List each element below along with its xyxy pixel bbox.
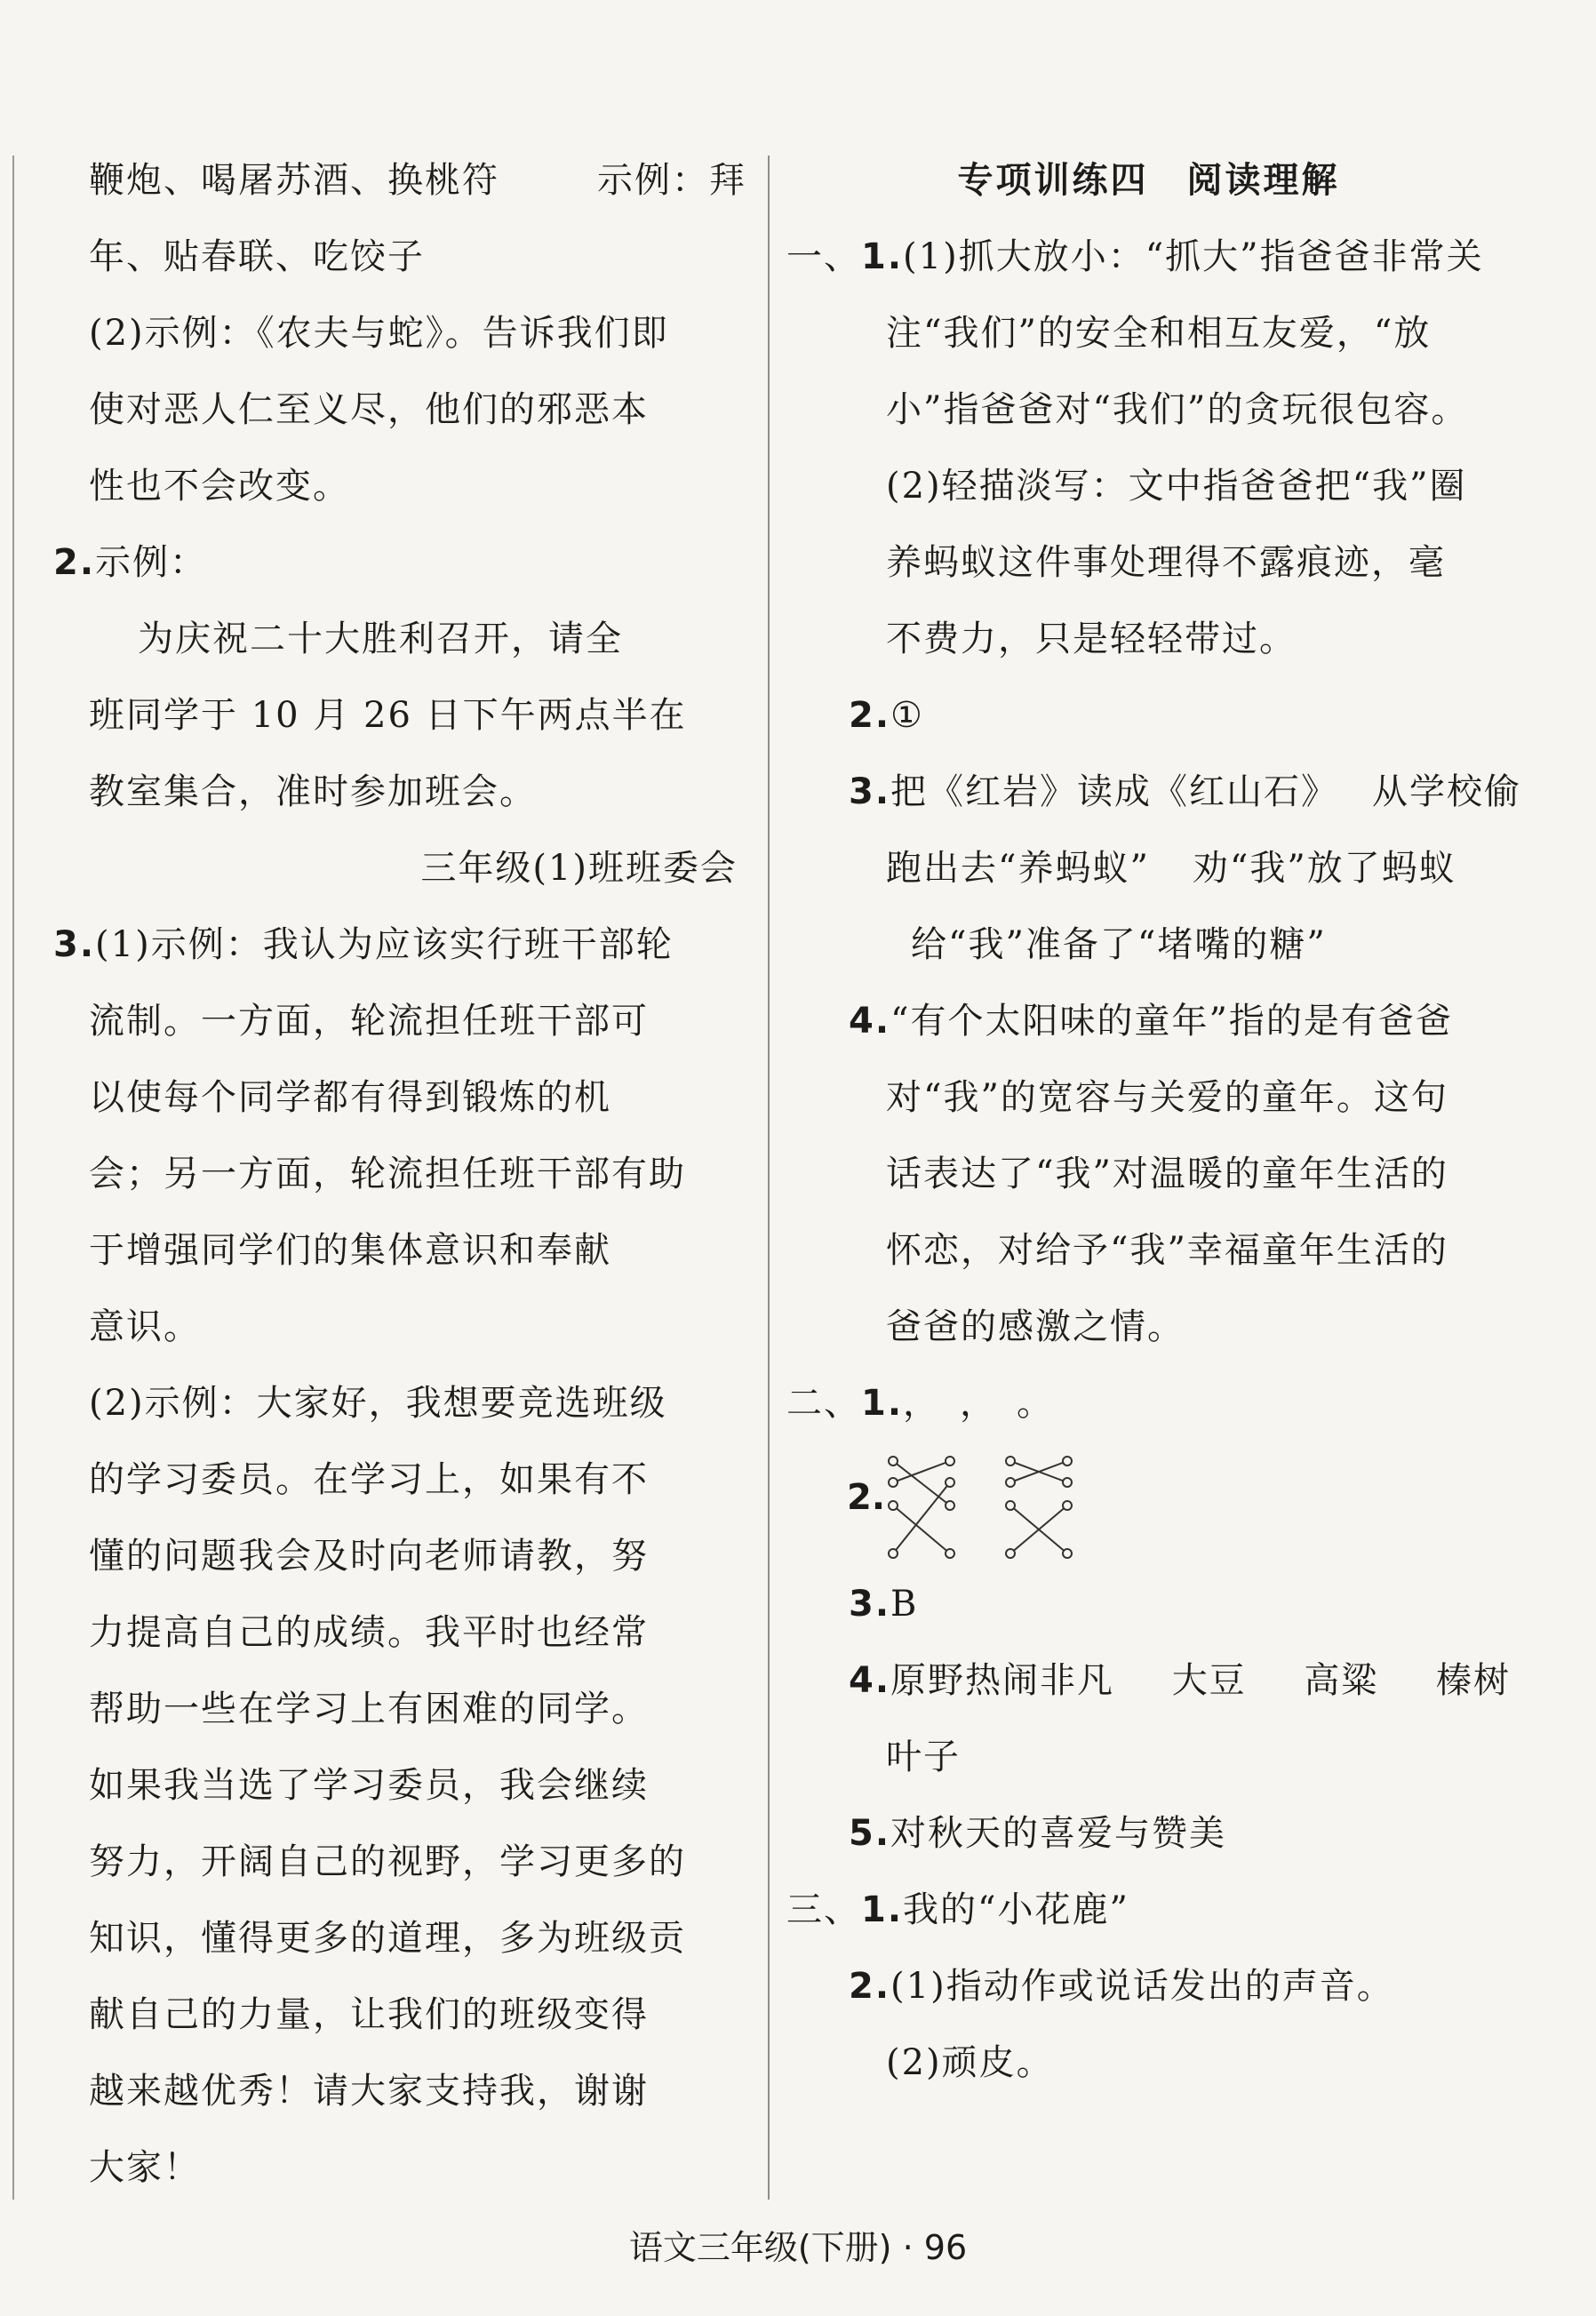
question-text: 从学校偷 xyxy=(1372,771,1522,812)
text-line: 越来越优秀！请大家支持我，谢谢 xyxy=(89,2071,649,2112)
question-line xyxy=(786,677,1511,754)
text-line: 以使每个同学都有得到锻炼的机 xyxy=(89,1077,611,1118)
question-number: 4. xyxy=(849,1001,891,1042)
text-line: 流制。一方面，轮流担任班干部可 xyxy=(89,1001,649,1042)
text-line: 叶子 xyxy=(886,1737,961,1777)
text-line: 对“我”的宽容与关爱的童年。这句 xyxy=(886,1077,1448,1118)
footer-separator: · xyxy=(902,2228,914,2267)
question-number: 2. xyxy=(849,1966,891,2007)
left-margin-rule xyxy=(12,156,14,2200)
text-line: 年、贴春联、吃饺子 xyxy=(89,236,425,277)
question-text: 我的“小花鹿” xyxy=(903,1889,1129,1930)
column-divider xyxy=(768,156,770,2200)
question-number: 2. xyxy=(847,1477,886,1518)
section-prefix: 一、 xyxy=(786,236,861,277)
question-text: 对秋天的喜爱与赞美 xyxy=(890,1813,1227,1854)
text-line: 如果我当选了学习委员，我会继续 xyxy=(89,1765,649,1806)
question-line xyxy=(786,1948,1511,2025)
answer-word: 大豆 xyxy=(1171,1660,1247,1701)
text-line: 力提高自己的成绩。我平时也经常 xyxy=(89,1612,649,1653)
question-number: 4. xyxy=(849,1660,891,1701)
signature-line: 三年级(1)班班委会 xyxy=(420,848,738,889)
text-line xyxy=(89,142,746,219)
footer-book-title: 语文三年级(下册) xyxy=(628,2228,892,2267)
question-line xyxy=(786,1872,1511,1948)
text-line: 努力，开阔自己的视野，学习更多的 xyxy=(89,1841,686,1882)
text-line: 给“我”准备了“堵嘴的糖” xyxy=(911,924,1327,965)
question-3-line xyxy=(53,906,746,983)
text-line: (2)示例：《农夫与蛇》。告诉我们即 xyxy=(89,313,669,354)
text-segment: 劝“我”放了蚂蚁 xyxy=(1192,848,1456,889)
question-number: 3. xyxy=(849,771,891,812)
text-line: 爸爸的感激之情。 xyxy=(886,1306,1185,1347)
text-line: 怀恋，对给予“我”幸福童年生活的 xyxy=(886,1230,1448,1271)
question-line xyxy=(786,983,1511,1059)
text-line: 大家！ xyxy=(89,2147,201,2188)
question-text: 示例： xyxy=(95,542,208,583)
question-text: B xyxy=(890,1584,919,1625)
text-line: 小”指爸爸对“我们”的贪玩很包容。 xyxy=(886,389,1469,430)
text-line: 帮助一些在学习上有困难的同学。 xyxy=(89,1689,649,1729)
question-text: 把《红岩》读成《红山石》 xyxy=(890,771,1339,812)
section-prefix: 三、 xyxy=(786,1889,861,1930)
question-text: “有个太阳味的童年”指的是有爸爸 xyxy=(890,1001,1453,1042)
text-line: 的学习委员。在学习上，如果有不 xyxy=(89,1459,649,1500)
text-line: 注“我们”的安全和相互友爱，“放 xyxy=(886,313,1432,354)
question-number: 1. xyxy=(861,1889,904,1930)
question-number: 2. xyxy=(53,542,96,583)
text-line: 班同学于 10 月 26 日下午两点半在 xyxy=(89,695,687,736)
text-line: (2)顽皮。 xyxy=(886,2042,1054,2083)
text-line: 养蚂蚁这件事处理得不露痕迹，毫 xyxy=(886,542,1446,583)
text-line: 话表达了“我”对温暖的童年生活的 xyxy=(886,1154,1448,1194)
text-line xyxy=(786,830,1511,906)
text-segment: 鞭炮、喝屠苏酒、换桃符 xyxy=(89,160,499,201)
section-heading: 专项训练四 阅读理解 xyxy=(957,160,1340,201)
matching-diagram-row xyxy=(786,1442,1511,1566)
question-number: 3. xyxy=(53,924,96,965)
question-text: (1)抓大放小：“抓大”指爸爸非常关 xyxy=(903,236,1484,277)
question-number: 5. xyxy=(849,1813,891,1854)
question-text: (1)指动作或说话发出的声音。 xyxy=(890,1966,1394,2007)
page-number: 96 xyxy=(923,2228,968,2267)
question-text: ① xyxy=(890,695,924,736)
question-line xyxy=(786,1566,1511,1642)
text-line: (2)轻描淡写：文中指爸爸把“我”圈 xyxy=(886,466,1467,507)
text-line: 为庆祝二十大胜利召开，请全 xyxy=(138,619,623,659)
question-line xyxy=(786,1795,1511,1872)
question-line xyxy=(786,1365,1511,1442)
text-line: 意识。 xyxy=(89,1306,201,1347)
text-segment: 跑出去“养蚂蚁” xyxy=(886,848,1150,889)
question-number: 3. xyxy=(849,1584,891,1625)
text-line: 会；另一方面，轮流担任班干部有助 xyxy=(89,1154,686,1194)
answer-word: 榛树 xyxy=(1436,1660,1511,1701)
section-prefix: 二、 xyxy=(786,1383,861,1424)
answer-word: 原野热闹非凡 xyxy=(890,1660,1115,1701)
answer-word: 高粱 xyxy=(1304,1660,1379,1701)
question-2-line xyxy=(53,524,746,601)
left-column xyxy=(53,142,746,2206)
question-number: 1. xyxy=(861,236,904,277)
page-footer xyxy=(0,2220,1596,2269)
text-line: (2)示例：大家好，我想要竞选班级 xyxy=(89,1383,667,1424)
text-line: 于增强同学们的集体意识和奉献 xyxy=(89,1230,611,1271)
question-text: ， ， 。 xyxy=(903,1383,1055,1424)
matching-lines-diagram xyxy=(886,1449,1117,1564)
text-line: 不费力，只是轻轻带过。 xyxy=(886,619,1297,659)
question-text: (1)示例：我认为应该实行班干部轮 xyxy=(95,924,674,965)
text-line: 知识，懂得更多的道理，多为班级贡 xyxy=(89,1918,686,1959)
text-line: 懂的问题我会及时向老师请教，努 xyxy=(89,1536,649,1577)
right-column xyxy=(786,142,1522,2101)
question-number: 1. xyxy=(861,1383,904,1424)
text-segment: 示例：拜 xyxy=(597,160,746,201)
text-line: 献自己的力量，让我们的班级变得 xyxy=(89,1994,649,2035)
question-line xyxy=(786,219,1511,295)
text-line: 使对恶人仁至义尽，他们的邪恶本 xyxy=(89,389,649,430)
question-line xyxy=(786,754,1522,830)
text-line: 教室集合，准时参加班会。 xyxy=(89,771,537,812)
question-line xyxy=(786,1642,1511,1719)
question-number: 2. xyxy=(849,695,891,736)
text-line: 性也不会改变。 xyxy=(89,466,350,507)
